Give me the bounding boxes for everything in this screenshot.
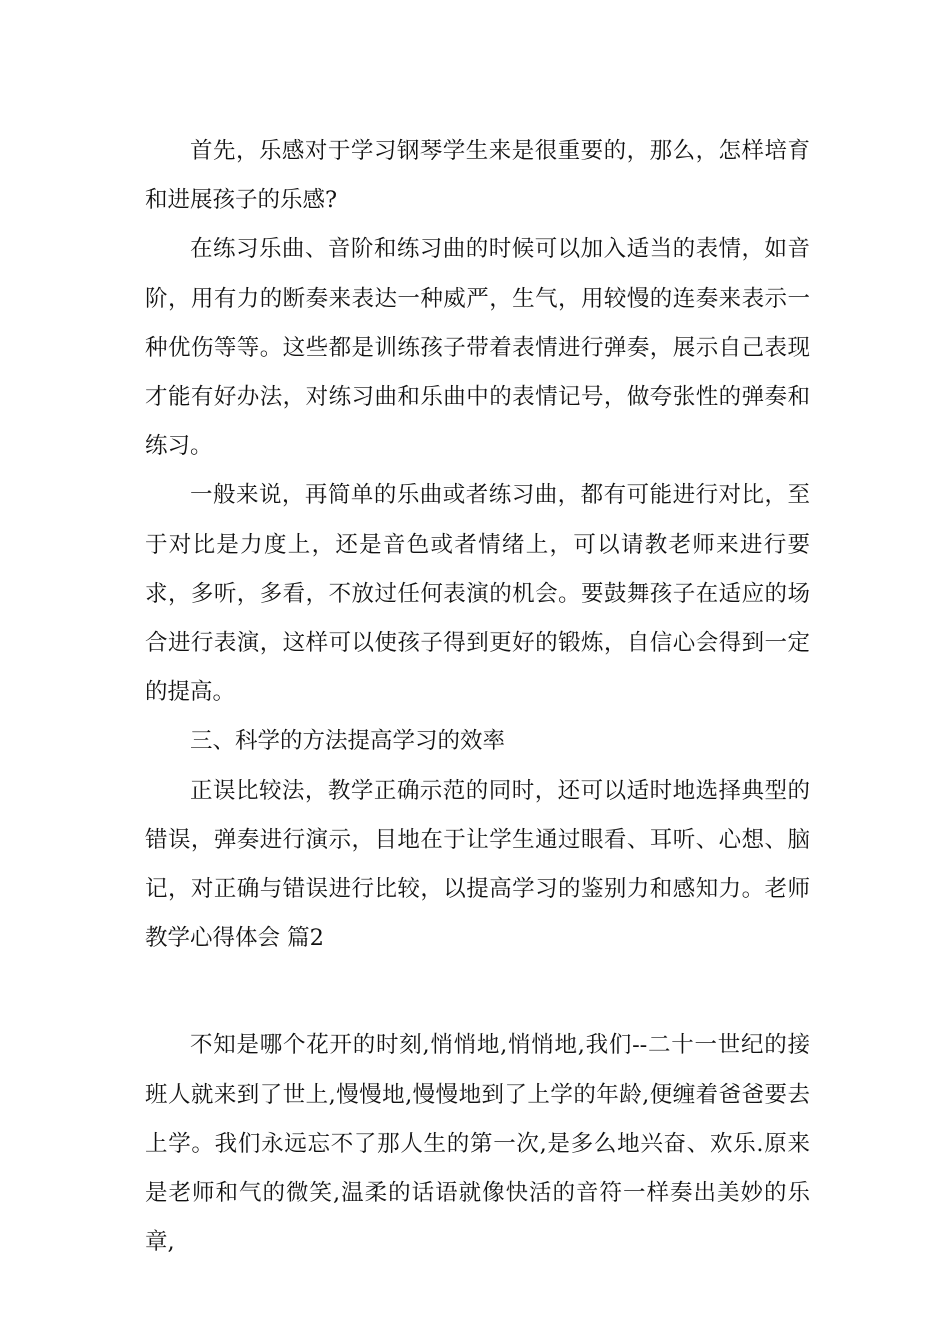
paragraph-comparison-method: 正误比较法，教学正确示范的同时，还可以适时地选择典型的错误，弹奏进行演示，目地在于让学生通过眼看、耳听、心想、脑记，对正确与错误进行比较，以提高学习的鉴别力和感知力。老师教学心得体会 篇2 [145,777,810,952]
document-body [145,127,810,1267]
paragraph-contrast-performance: 一般来说，再简单的乐曲或者练习曲，都有可能进行对比，至于对比是力度上，还是音色或者情绪上，可以请教老师来进行要求，多听，多看，不放过任何表演的机会。要鼓舞孩子在适应的场合进行表演，这样可以使孩子得到更好的锻炼，自信心会得到一定的提高。 [145,482,810,706]
paragraph-spacer [145,963,810,1021]
section-heading-efficiency: 三、科学的方法提高学习的效率 [190,728,506,755]
paragraph-music-sense-question: 首先，乐感对于学习钢琴学生来是很重要的，那么，怎样培育和进展孩子的乐感? [145,138,810,214]
paragraph-expression-practice: 在练习乐曲、音阶和练习曲的时候可以加入适当的表情，如音阶，用有力的断奏来表达一种威严，生气，用较慢的连奏来表示一种优伤等等。这些都是训练孩子带着表情进行弹奏，展示自己表现才能有好办法，对练习曲和乐曲中的表情记号，做夸张性的弹奏和练习。 [145,236,810,460]
paragraph-first-school-day: 不知是哪个花开的时刻,悄悄地,悄悄地,我们--二十一世纪的接班人就来到了世上,慢慢地,慢慢地到了上学的年龄,便缠着爸爸要去上学。我们永远忘不了那人生的第一次,是多么地兴奋、欢乐.原来是老师和气的微笑,温柔的话语就像快活的音符一样奏出美妙的乐章, [145,1032,810,1256]
